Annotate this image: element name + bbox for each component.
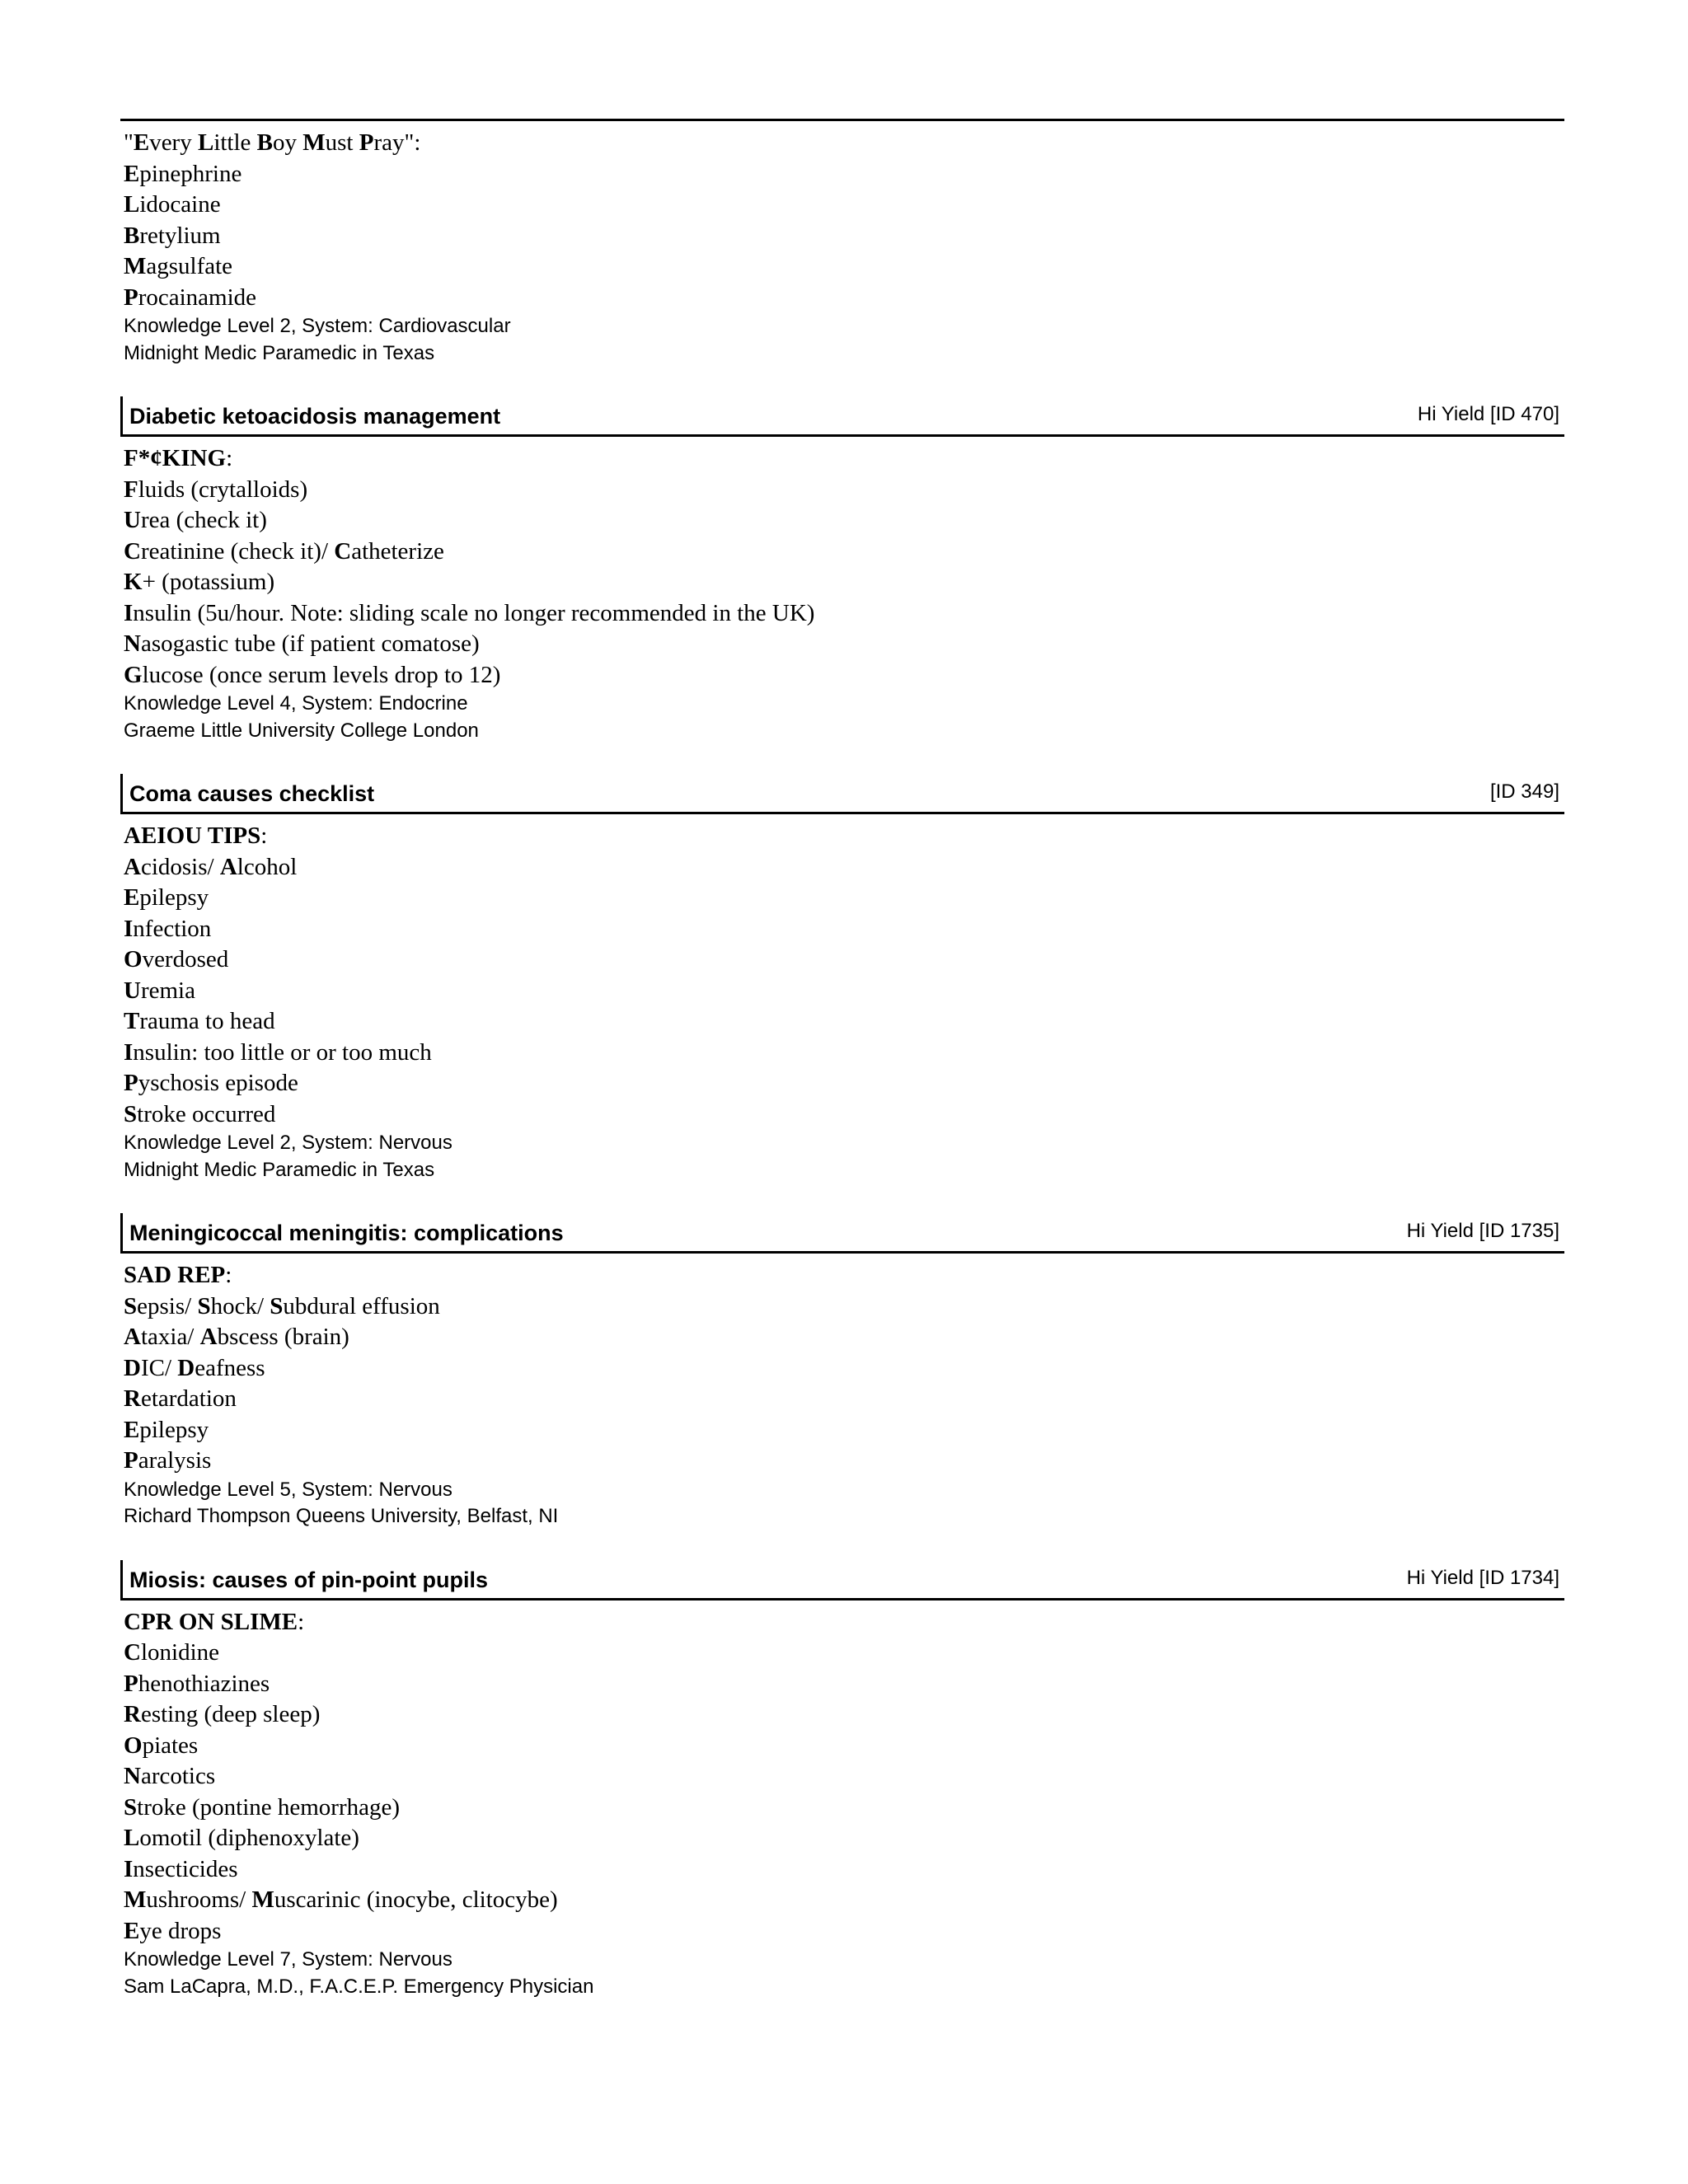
mnemonic-text: rocainamide: [138, 284, 257, 311]
mnemonic-text: etardation: [140, 1385, 237, 1412]
author-line: Graeme Little University College London: [124, 719, 479, 742]
mnemonic-entry: [120, 128, 1564, 367]
mnemonic-page: [120, 119, 1564, 2030]
mnemonic-heading: [124, 443, 1564, 475]
mnemonic-letter: D: [177, 1354, 195, 1381]
mnemonic-letter: O: [124, 946, 143, 972]
mnemonic-text: oy: [273, 129, 303, 156]
mnemonic-text: lucose (once serum levels drop to 12): [142, 661, 501, 688]
mnemonic-item: [124, 1793, 1564, 1824]
mnemonic-text: remia: [140, 977, 195, 1004]
mnemonic-letter: B: [124, 222, 140, 249]
mnemonic-text: very: [149, 129, 198, 156]
mnemonic-letter: I: [124, 1038, 134, 1066]
mnemonic-item: [124, 1038, 1564, 1069]
mnemonic-letter: P: [124, 284, 138, 311]
mnemonic-text: pinephrine: [139, 160, 242, 187]
mnemonic-letter: E: [124, 1917, 140, 1944]
entry-title: Meningicoccal meningitis: complications: [129, 1221, 564, 1245]
mnemonic-letter: T: [124, 1008, 140, 1034]
mnemonic-item: [124, 1353, 1564, 1385]
mnemonic-text: aralysis: [138, 1447, 212, 1474]
author-line: Richard Thompson Queens University, Belfast, NI: [124, 1505, 559, 1527]
mnemonic-item: [124, 1006, 1564, 1038]
mnemonic-item: [124, 1669, 1564, 1700]
mnemonic-letter: P: [124, 1447, 138, 1474]
mnemonic-item: [124, 1699, 1564, 1731]
mnemonic-item: [124, 914, 1564, 945]
mnemonic-letter: L: [197, 129, 214, 156]
mnemonic-text: atheterize: [351, 537, 444, 565]
mnemonic-letter: E: [124, 160, 140, 187]
mnemonic-text: nsulin: too little or or too much: [133, 1038, 432, 1066]
mnemonic-text: bscess (brain): [217, 1324, 349, 1350]
entry-title: Diabetic ketoacidosis management: [129, 404, 501, 429]
mnemonic-heading: [124, 1260, 1564, 1291]
mnemonic-text: rauma to head: [139, 1008, 275, 1034]
entry-id-badge: Hi Yield [ID 1734]: [1406, 1566, 1559, 1589]
mnemonic-item: [124, 190, 1564, 221]
mnemonic-letter: G: [124, 661, 143, 688]
entry-title: Coma causes checklist: [129, 781, 375, 806]
mnemonic-entry: [120, 1213, 1564, 1530]
author-line: Sam LaCapra, M.D., F.A.C.E.P. Emergency Physician: [124, 1975, 594, 1998]
mnemonic-letter: R: [124, 1701, 141, 1727]
mnemonic-item: [124, 1322, 1564, 1353]
mnemonic-text: lcohol: [237, 853, 298, 880]
mnemonic-letter: CPR ON SLIME: [124, 1608, 298, 1635]
mnemonic-letter: L: [124, 191, 140, 218]
mnemonic-text: IC/: [140, 1354, 178, 1381]
mnemonic-item: [124, 1854, 1564, 1886]
entry-id-badge: Hi Yield [ID 1735]: [1406, 1220, 1559, 1242]
mnemonic-letter: U: [124, 977, 141, 1004]
mnemonic-item: [124, 1823, 1564, 1854]
mnemonic-letter: I: [124, 599, 134, 626]
mnemonic-text: agsulfate: [146, 253, 233, 279]
mnemonic-letter: P: [124, 1670, 138, 1697]
mnemonic-text: troke occurred: [137, 1100, 276, 1127]
mnemonic-letter: B: [256, 129, 274, 156]
mnemonic-item: [124, 883, 1564, 914]
mnemonic-letter: F*¢KING: [124, 445, 227, 471]
mnemonic-letter: E: [133, 129, 150, 156]
mnemonic-letter: E: [124, 1416, 140, 1443]
knowledge-level: Knowledge Level 5, System: Nervous: [124, 1478, 452, 1501]
knowledge-level: Knowledge Level 7, System: Nervous: [124, 1948, 452, 1971]
mnemonic-item: [124, 283, 1564, 314]
mnemonic-letter: P: [359, 129, 374, 156]
mnemonic-letter: P: [124, 1070, 138, 1096]
mnemonic-item: [124, 852, 1564, 883]
knowledge-level: Knowledge Level 2, System: Cardiovascular: [124, 315, 511, 337]
mnemonic-text: ittle: [213, 129, 257, 156]
mnemonic-item: [124, 221, 1564, 252]
mnemonic-text: ushrooms/: [146, 1886, 252, 1913]
mnemonic-text: uscarinic (inocybe, clitocybe): [274, 1886, 558, 1913]
mnemonic-item: [124, 1885, 1564, 1916]
mnemonic-letter: K: [124, 569, 143, 595]
mnemonic-letter: M: [251, 1886, 274, 1913]
mnemonic-text: ":: [404, 129, 421, 156]
mnemonic-item: [124, 251, 1564, 283]
mnemonic-letter: AEIOU TIPS: [124, 823, 261, 849]
mnemonic-letter: D: [124, 1354, 141, 1381]
mnemonic-text: omotil (diphenoxylate): [139, 1825, 359, 1851]
entry-header: [120, 1213, 1564, 1254]
mnemonic-text: ust: [325, 129, 359, 156]
mnemonic-text: verdosed: [142, 946, 229, 972]
author-line: Midnight Medic Paramedic in Texas: [124, 341, 435, 364]
mnemonic-item: [124, 1916, 1564, 1947]
mnemonic-text: yschosis episode: [138, 1070, 298, 1096]
knowledge-level: Knowledge Level 4, System: Endocrine: [124, 692, 468, 715]
mnemonic-item: [124, 567, 1564, 598]
mnemonic-letter: M: [124, 253, 147, 279]
mnemonic-item: [124, 1384, 1564, 1415]
mnemonic-text: henothiazines: [138, 1670, 270, 1697]
mnemonic-letter: A: [124, 1324, 141, 1350]
mnemonic-letter: A: [219, 853, 237, 880]
entry-title: Miosis: causes of pin-point pupils: [129, 1567, 489, 1592]
mnemonic-letter: R: [124, 1385, 141, 1412]
mnemonic-item: [124, 1291, 1564, 1323]
mnemonic-letter: S: [124, 1793, 138, 1821]
mnemonic-item: [124, 1446, 1564, 1477]
mnemonic-text: :: [226, 445, 233, 471]
mnemonic-text: troke (pontine hemorrhage): [137, 1793, 401, 1821]
mnemonic-letter: N: [124, 1763, 141, 1789]
mnemonic-text: :: [225, 1262, 232, 1288]
mnemonic-letter: S: [124, 1292, 138, 1319]
top-rule: [120, 119, 1564, 121]
mnemonic-letter: N: [124, 630, 141, 657]
mnemonic-text: cidosis/: [140, 853, 220, 880]
mnemonic-letter: SAD REP: [124, 1262, 226, 1288]
mnemonic-text: reatinine (check it)/: [140, 537, 335, 565]
mnemonic-text: hock/: [210, 1292, 270, 1319]
entry-id-badge: [ID 349]: [1489, 780, 1559, 803]
mnemonic-item: [124, 660, 1564, 691]
mnemonic-letter: L: [124, 1825, 140, 1851]
mnemonic-item: [124, 1068, 1564, 1099]
mnemonic-text: nsulin (5u/hour. Note: sliding scale no longer recommended in the UK): [133, 599, 815, 626]
mnemonic-text: eafness: [195, 1354, 265, 1381]
mnemonic-heading: [124, 821, 1564, 852]
mnemonic-letter: F: [124, 476, 138, 503]
mnemonic-text: retylium: [139, 222, 221, 249]
mnemonic-letter: C: [124, 537, 141, 565]
entry-header: [120, 396, 1564, 437]
mnemonic-item: [124, 976, 1564, 1007]
mnemonic-text: asogastic tube (if patient comatose): [140, 630, 480, 657]
mnemonic-letter: C: [124, 1639, 141, 1666]
mnemonic-text: arcotics: [140, 1763, 216, 1789]
mnemonic-text: :: [298, 1608, 305, 1635]
mnemonic-letter: E: [124, 884, 140, 911]
mnemonic-letter: I: [124, 1855, 134, 1882]
mnemonic-text: pilepsy: [139, 1416, 209, 1443]
mnemonic-heading: [124, 1607, 1564, 1638]
mnemonic-heading: [124, 128, 1564, 159]
mnemonic-entry: [120, 396, 1564, 744]
mnemonic-item: [124, 598, 1564, 630]
entry-list: [120, 128, 1564, 2000]
mnemonic-letter: I: [124, 915, 134, 942]
mnemonic-letter: A: [124, 853, 141, 880]
mnemonic-text: pilepsy: [139, 884, 209, 911]
mnemonic-letter: M: [302, 129, 326, 156]
mnemonic-text: nfection: [133, 915, 212, 942]
mnemonic-text: + (potassium): [142, 569, 275, 595]
mnemonic-text: ubdural effusion: [283, 1292, 440, 1319]
mnemonic-item: [124, 1415, 1564, 1446]
mnemonic-letter: S: [124, 1100, 138, 1127]
mnemonic-text: lonidine: [140, 1639, 219, 1666]
mnemonic-item: [124, 1761, 1564, 1793]
knowledge-level: Knowledge Level 2, System: Nervous: [124, 1132, 452, 1154]
mnemonic-item: [124, 505, 1564, 537]
mnemonic-text: esting (deep sleep): [140, 1701, 321, 1727]
mnemonic-item: [124, 1099, 1564, 1131]
mnemonic-text: taxia/: [140, 1324, 200, 1350]
mnemonic-text: luids (crytalloids): [138, 476, 308, 503]
mnemonic-text: ray: [373, 129, 405, 156]
mnemonic-item: [124, 1638, 1564, 1669]
mnemonic-letter: S: [197, 1292, 211, 1319]
mnemonic-item: [124, 159, 1564, 190]
mnemonic-letter: M: [124, 1886, 147, 1913]
mnemonic-item: [124, 475, 1564, 506]
mnemonic-text: nsecticides: [133, 1855, 238, 1882]
mnemonic-item: [124, 537, 1564, 568]
mnemonic-item: [124, 944, 1564, 976]
mnemonic-entry: [120, 1560, 1564, 2001]
mnemonic-letter: O: [124, 1732, 143, 1759]
mnemonic-text: ": [124, 129, 134, 156]
mnemonic-text: ye drops: [139, 1917, 222, 1944]
mnemonic-letter: S: [270, 1292, 284, 1319]
mnemonic-text: :: [260, 823, 268, 849]
mnemonic-text: idocaine: [139, 191, 221, 218]
mnemonic-entry: [120, 774, 1564, 1183]
author-line: Midnight Medic Paramedic in Texas: [124, 1158, 435, 1181]
mnemonic-text: epsis/: [137, 1292, 198, 1319]
mnemonic-item: [124, 629, 1564, 660]
entry-id-badge: Hi Yield [ID 470]: [1417, 403, 1559, 425]
mnemonic-letter: A: [199, 1324, 218, 1350]
mnemonic-text: piates: [142, 1732, 199, 1759]
mnemonic-letter: C: [334, 537, 352, 565]
entry-header: [120, 1560, 1564, 1601]
entry-header: [120, 774, 1564, 814]
mnemonic-item: [124, 1731, 1564, 1762]
mnemonic-text: rea (check it): [140, 507, 267, 533]
mnemonic-letter: U: [124, 507, 141, 533]
